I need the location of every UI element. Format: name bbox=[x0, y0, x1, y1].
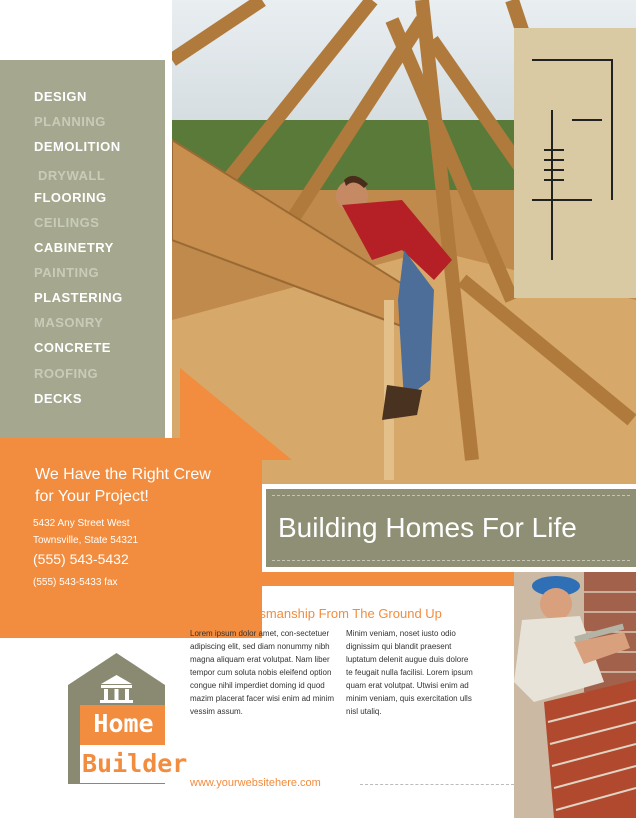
footer-rule bbox=[360, 784, 514, 785]
home-builder-logo bbox=[68, 653, 188, 784]
service-item: DECKS bbox=[34, 391, 83, 406]
tagline-line2: for Your Project! bbox=[35, 488, 149, 505]
banner-dash-bottom bbox=[272, 560, 630, 561]
body-column-2: Minim veniam, noset iusto odio dignissim qui blandit praesent luptatum delenit augue duis dolore te feugait nulla facilisi. Lorem ipsum quam erat volutpat. Utwisi enim ad minim veniam, quis exercitation ulls nisl utaliq. bbox=[346, 629, 473, 716]
address-street: 5432 Any Street West bbox=[33, 518, 130, 529]
address-city: Townsville, State 54321 bbox=[33, 535, 139, 546]
service-item: PLANNING bbox=[34, 114, 106, 129]
service-item: PLASTERING bbox=[34, 290, 123, 305]
tagline bbox=[35, 464, 211, 508]
service-item: PAINTING bbox=[34, 265, 100, 280]
logo-word-home: Home bbox=[93, 709, 154, 738]
fax-number: (555) 543-5433 fax bbox=[33, 577, 118, 588]
service-item: DESIGN bbox=[34, 89, 87, 104]
service-item: DEMOLITION bbox=[34, 139, 121, 154]
orange-strip bbox=[166, 572, 514, 586]
body-column-1: Lorem ipsum dolor amet, con-sectetuer adipiscing elit, sed diam nonummy nibh magna aliquam erat volutpat. Nam liber tempor cum soluta nobis eleifend option congue nihil imperdiet doming id quod mazim placerat facer wisi enim ad minim vessim assum. bbox=[190, 629, 335, 716]
service-item: CONCRETE bbox=[34, 340, 111, 355]
website-link[interactable]: www.yourwebsitehere.com bbox=[190, 777, 321, 789]
service-item: ROOFING bbox=[34, 366, 99, 381]
service-item: DRYWALL bbox=[38, 168, 106, 183]
banner-dash-top bbox=[272, 495, 630, 496]
bricklayer-photo bbox=[514, 572, 636, 818]
banner-title: Building Homes For Life bbox=[278, 512, 577, 543]
service-item: MASONRY bbox=[34, 315, 104, 330]
service-item: CEILINGS bbox=[34, 215, 100, 230]
bricklayer-photo-art bbox=[514, 572, 636, 818]
service-item: CABINETRY bbox=[34, 240, 114, 255]
service-item: FLOORING bbox=[34, 190, 107, 205]
tagline-line1: We Have the Right Crew bbox=[35, 466, 211, 483]
phone-number: (555) 543-5432 bbox=[33, 551, 129, 567]
section-heading: Expert Craftsmanship From The Ground Up bbox=[190, 606, 442, 621]
logo-word-builder: Builder bbox=[82, 749, 188, 778]
